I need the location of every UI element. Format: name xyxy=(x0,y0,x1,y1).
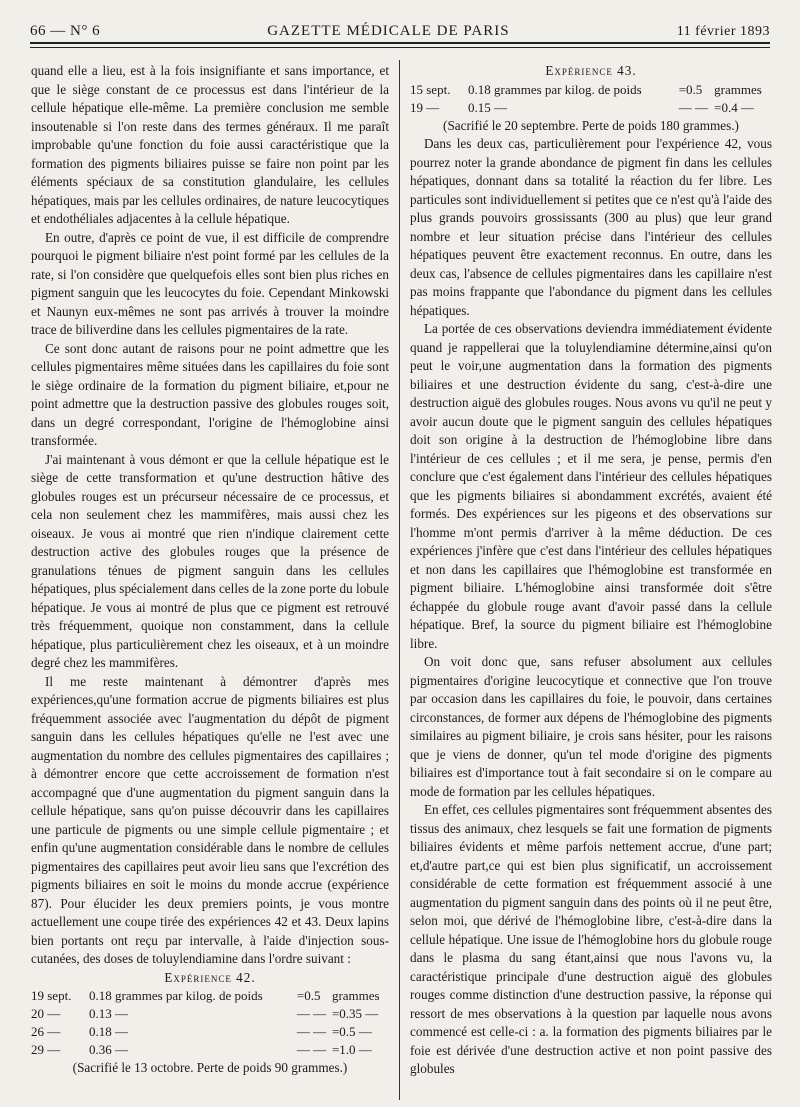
table-cell: — — xyxy=(296,1006,327,1021)
table-cell: 0.18 — xyxy=(89,1024,128,1039)
table-cell: grammes xyxy=(714,81,762,97)
experiment-43-table xyxy=(410,81,772,117)
column-separator xyxy=(399,60,400,1100)
table-cell: 29 — xyxy=(31,1042,61,1057)
paragraph: On voit donc que, sans refuser absolument aux cellules pigmentaires d'origine leucocytique et connective que l'on trouve par occasion dans les capillaires du foie, le pouvoir, dans certaines circonstances, de former aux dépens de l'hémoglobine des pigments similaires au pigment biliaire, je crois sans hésiter, pour les raisons que je viens de donner, qu'un tel mode d'origine des pigments biliaires est d'importance tout à fait secondaire si on le compare au mode de formation par les cellules hépatiques. xyxy=(410,654,772,799)
table-cell: grammes xyxy=(331,988,380,1003)
table-row xyxy=(31,987,389,1005)
table-row xyxy=(31,1023,389,1041)
page-header xyxy=(30,14,770,40)
issue-date: 11 février 1893 xyxy=(676,24,770,39)
paragraph: Il me reste maintenant à démontrer d'après mes expériences,qu'une formation accrue de pigments biliaires est plus fréquemment associée avec l'augmentation du dépôt de pigment sanguin dans les cellules hépatiques qu'elle ne l'est avec une augmentation du nombre des cellules pigmentaires des capillaires ; à démontrer encore que cette accroissement de formation n'est accompagné que d'une augmentation du pigment sanguin dans la cellule hépatique, sans qu'on puisse découvrir dans les capillaires une particule de pigments ou une simple cellule pigmentaire ; et enfin qu'une augmentation considérable dans le nombre de cellules pigmentaires des capillaires peut avoir lieu sans que l'excrétion des pigments biliaires en soit le moins du monde accrue (expérience 87). Pour élucider les deux premiers points, je vous montre actuellement une coupe tirée des expériences 42 et 43. Deux lapins bien portants ont reçu par intervalle, à l'aide d'injection sous-cutanées, des doses de toluylendiamine dans l'ordre suivant : xyxy=(31,673,389,966)
paragraph: quand elle a lieu, est à la fois insignifiante et sans importance, et que le siège constant de ce processus est dans l'intérieur de la cellule hépatique elle-même. La première conclusion me semble insoutenable si l'on reste dans des termes généraux. Il me paraît improbable qu'une fonction du foie aussi caractéristique que la formation des pigments biliaires puisse se faire non point par les éléments spéciaux de sa constitution glandulaire, les cellules hépatiques, mais par les cellules ordinaires, de nature leucocytiques et endothéliales adjacentes à la cellule hépatique. xyxy=(31,63,389,226)
table-cell: — — xyxy=(296,1042,327,1057)
left-column xyxy=(31,62,389,1078)
experiment-42-note: (Sacrifié le 13 octobre. Perte de poids 90 grammes.) xyxy=(72,1060,348,1075)
paragraph: La portée de ces observations deviendra immédiatement évidente quand je rappellerai que la toluylendiamine détermine,ainsi qu'on peut le voir,une augmentation dans la formation des pigments biliaires et une destruction évidente du sang, c'est-à-dire une destruction aiguë des globules rouges. Nous avons vu qu'il ne peut y avoir aucun doute que le pigment sanguin des cellules hépatiques doit son origine à la destruction de l'hémoglobine libre dans l'intérieur de ces cellules ; et il me sera, je pense, permis d'en conclure que c'est également dans l'intérieur des cellules hépatiques que les pigments biliaires si abondamment excrétés, avaient été formés. Des expériences sur les pigeons et des observations sur l'homme m'ont permis d'arriver à la même déduction. De ces expériences j'infère que c'est dans l'intérieur des cellules hépatiques et non dans les capillaires que l'hémoglobine est transformée en pigment biliaire. L'hémoglobine ainsi transformée doit s'être échappée du globule rouge avant d'avoir passé dans la cellule hépatique. Bref, la source du pigment biliaire est l'hémoglobine libre. xyxy=(410,321,772,651)
table-cell: 0.36 — xyxy=(89,1042,128,1057)
table-cell: 15 sept. xyxy=(410,81,451,97)
paragraph: Dans les deux cas, particulièrement pour l'expérience 42, vous pourrez noter la grande abondance de pigment fin dans les cellules hépatiques, donnant dans sa totalité la réaction du fer libre. Les particules sont individuellement si petites que ce n'est qu'à l'aide des plus grands pouvoirs grossissants (300 au plus) que leur grand nombre et leur situation précise dans l'intérieur des cellules hépatiques peuvent être exactement reconnus. En outre, dans les deux cas, l'absence de cellules pigmentaires dans les capillaire n'est pas moins frappante que l'abondance du pigment dans les cellules hépatiques. xyxy=(410,136,772,318)
experiment-43-note: (Sacrifié le 20 septembre. Perte de poids 180 grammes.) xyxy=(443,117,739,133)
table-row xyxy=(31,1005,389,1023)
table-cell: =0.5 xyxy=(678,81,703,97)
paragraph: J'ai maintenant à vous démont er que la cellule hépatique est le siège de cette transformation et qu'une destruction hâtive des globules rouges est un précurseur nécessaire de ce processus, et cela non seulement chez les mammifères, mais aussi chez les oiseaux. Je vous ai montré que rien n'indique clairement cette destruction active des globules rouges que la présence de granulations ténues de pigment sanguin dans les cellules hépatiques, plus spécialement dans celles de la zone porte du lobule hépatique. Je vous ai montré de plus que ce pigment est retrouvé très fréquemment, quoique non constamment, dans la cellule hépatique, plus particulièrement chez les oiseaux, et à un moindre degré chez les mammifères. xyxy=(31,451,389,670)
table-cell: 19 sept. xyxy=(31,988,72,1003)
table-cell: =0.5 xyxy=(296,988,321,1003)
table-row xyxy=(31,1041,389,1059)
paragraph: En outre, d'après ce point de vue, il est difficile de comprendre pourquoi le pigment biliaire n'est point formé par les cellules de la rate, si l'on considère que quelquefois elles sont bien plus riches en pigment sanguin que les leucocytes du foie. Cependant Minkowski et Naunyn eux-mêmes ne sont pas arrivés à trouver la moindre trace de biliverdine dans les cellules pigmentaires de la rate. xyxy=(31,229,389,337)
header-rule-thick xyxy=(30,42,770,44)
publication-title: GAZETTE MÉDICALE DE PARIS xyxy=(267,23,510,39)
table-cell: 0.15 — xyxy=(468,99,507,115)
experiment-43-title: Expérience 43. xyxy=(545,63,637,78)
paragraph: En effet, ces cellules pigmentaires sont fréquemment absentes des tissus des animaux, chez lesquels se fait une formation de pigments biliaires évidents et même parfois nettement accrue, d'une part; et,d'autre part,ce qui est bien plus significatif, un accroissement considérable de cette formation est fréquemment associé à une augmentation du pigment sanguin dans des points où il ne peut être, selon moi, que dérivé de l'hémoglobine libre, c'est-à-dire dans la cellule hépatique. Une issue de l'hémoglobine hors du globule rouge dans le plasma du sang étant,ainsi que nous l'avons vu, la caractéristique principale d'une destruction aiguë des globules rouges comme distinction d'une destruction passive, la réponse qui ressort de mes observations à la question par laquelle nous avons commencé est celle-ci : a. la formation des pigments biliaires par le foie est dérivée d'une destruction active et non point passive des globules xyxy=(410,802,773,1076)
table-cell: =0.5 — xyxy=(331,1024,372,1039)
table-cell: 0.18 grammes par kilog. de poids xyxy=(468,81,642,97)
experiment-42-title: Expérience 42. xyxy=(164,969,256,985)
experiment-42-table xyxy=(31,987,389,1059)
table-cell: 26 — xyxy=(31,1024,61,1039)
table-cell: =0.35 — xyxy=(331,1006,379,1021)
paragraph: Ce sont donc autant de raisons pour ne point admettre que les cellules pigmentaires même situées dans les capillaires du foie sont le siège ordinaire de la formation du pigment biliaire, et,pour ne point admettre que la destruction passive des globules rouges soit, dans un degré correspondant, l'origine de l'hémoglobine ainsi transformée. xyxy=(31,340,389,448)
table-cell: =1.0 — xyxy=(331,1042,372,1057)
table-cell: 19 — xyxy=(410,99,440,115)
table-cell: — — xyxy=(678,99,708,115)
table-cell: 20 — xyxy=(31,1006,61,1021)
page-number: 66 — N° 6 xyxy=(30,23,101,39)
table-cell: — — xyxy=(296,1024,327,1039)
table-row xyxy=(410,81,772,99)
right-column xyxy=(410,62,772,1079)
table-cell: 0.13 — xyxy=(89,1006,128,1021)
table-cell: 0.18 grammes par kilog. de poids xyxy=(89,988,263,1003)
header-rule-thin xyxy=(30,47,770,48)
table-row xyxy=(410,99,772,117)
table-cell: =0.4 — xyxy=(714,99,755,115)
